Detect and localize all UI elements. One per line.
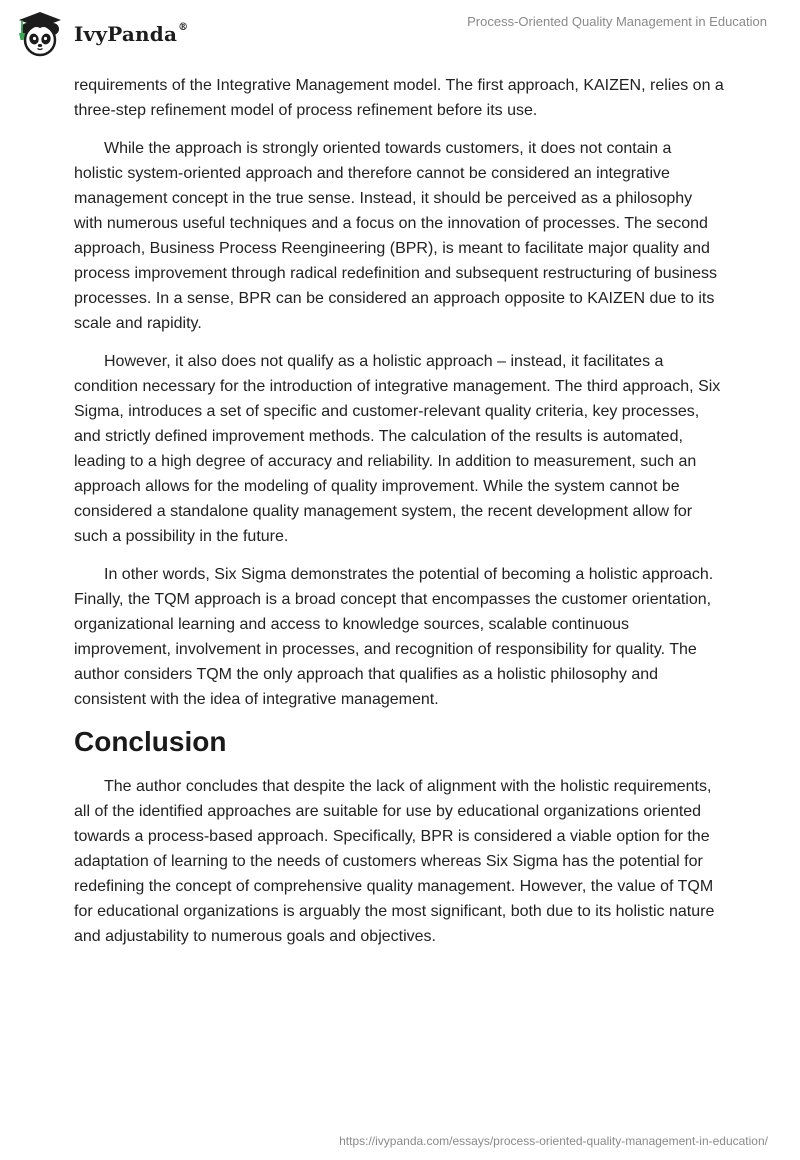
- paragraph: While the approach is strongly oriented towards customers, it does not contain a holistic system-oriented approach and therefore cannot be considered an integrative management concept in the true sense. Instead, it should be perceived as a philosophy with numerous useful techniques and a focus on the innovation of processes. The second approach, Business Process Reengineering (BPR), is meant to facilitate major quality and process improvement through radical redefinition and subsequent restructuring of business processes. In a sense, BPR can be considered an approach opposite to KAIZEN due to its scale and rapidity.: [74, 140, 718, 332]
- brand-logo[interactable]: [14, 9, 188, 61]
- conclusion-paragraph: The author concludes that despite the lack of alignment with the holistic requirements, all of the identified approaches are suitable for use by educational organizations oriented towards a process-based approach. Specifically, BPR is considered a viable option for the adaptation of learning to the needs of customers whereas Six Sigma has the potential for redefining the concept of comprehensive quality management. However, the value of TQM for educational organizations is arguably the most significant, both due to its holistic nature and adjustability to numerous goals and objectives.: [74, 778, 715, 945]
- registered-mark: ®: [178, 22, 189, 34]
- page-header: [0, 0, 800, 70]
- brand-name: IvyPanda®: [74, 22, 189, 46]
- source-url[interactable]: https://ivypanda.com/essays/process-oriented-quality-management-in-education/: [339, 1134, 768, 1148]
- article-body: [74, 73, 724, 962]
- paragraph: requirements of the Integrative Management model. The first approach, KAIZEN, relies on a three-step refinement model of process refinement before its use.: [74, 77, 724, 119]
- conclusion-heading: Conclusion: [74, 726, 227, 757]
- paragraph: However, it also does not qualify as a holistic approach – instead, it facilitates a condition necessary for the introduction of integrative management. The third approach, Six Sigma, introduces a set of specific and customer-relevant quality criteria, key processes, and strictly defined improvement methods. The calculation of the results is automated, leading to a high degree of accuracy and reliability. In addition to measurement, such an approach allows for the modeling of quality improvement. While the system cannot be considered a standalone quality management system, the recent development allow for such a possibility in the future.: [74, 353, 721, 545]
- paragraph: In other words, Six Sigma demonstrates the potential of becoming a holistic approach. Finally, the TQM approach is a broad concept that encompasses the customer orientation, organizational learning and access to knowledge sources, scalable continuous improvement, involvement in processes, and recognition of responsibility for quality. The author considers TQM the only approach that qualifies as a holistic philosophy and consistent with the idea of integrative management.: [74, 566, 714, 708]
- document-title: Process-Oriented Quality Management in Education: [467, 14, 767, 29]
- panda-graduate-logo-icon: [14, 9, 66, 61]
